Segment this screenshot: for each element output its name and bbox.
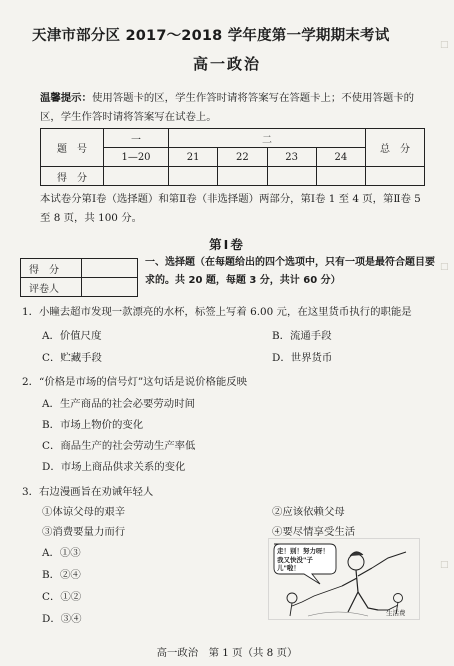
question-3-item-4: ④要尽情享受生活: [272, 526, 356, 538]
grader-name-label: 评卷人: [21, 278, 82, 297]
question-2-stem: 2．“价格是市场的信号灯”这句话是说价格能反映: [22, 376, 248, 388]
question-1-stem: 1．小瞳去超市发现一款漂亮的水杯，标签上写着 6.00 元，在这里货币执行的职能是: [22, 306, 412, 318]
question-1-option-a[interactable]: A．价值尺度: [42, 330, 102, 342]
notice-text: 使用答题卡的区，学生作答时请将答案写在答题卡上；不使用答题卡的区，学生作答时请将答案写在试卷上。: [40, 92, 415, 123]
score-table-col-24: 24: [316, 148, 365, 167]
score-table-col-23: 23: [267, 148, 316, 167]
question-3-option-d[interactable]: D．③④: [42, 613, 82, 625]
score-cell[interactable]: [169, 167, 218, 186]
section-instructions: 一、选择题（在每题给出的四个选项中，只有一项是最符合题目要求的。共 20 题，每题 3 分，共计 60 分）: [145, 257, 435, 286]
question-3-item-3: ③消费要量力而行: [42, 526, 126, 538]
question-3-option-a[interactable]: A．①③: [42, 547, 81, 559]
score-table-header-question: 题 号: [41, 129, 104, 167]
score-cell[interactable]: [104, 167, 169, 186]
question-3-option-b[interactable]: B．②④: [42, 569, 81, 581]
exam-subject: 高一政治: [192, 55, 261, 73]
question-1-option-b[interactable]: B．流通手段: [272, 330, 332, 342]
question-2-option-a[interactable]: A．生产商品的社会必要劳动时间: [42, 398, 195, 410]
score-table: [40, 128, 425, 186]
cartoon-speech-text: 走！别！努力呀！我又快没"子儿"啦！: [277, 547, 329, 572]
score-cell[interactable]: [218, 167, 267, 186]
exam-title: 天津市部分区 2017～2018 学年度第一学期期末考试: [32, 28, 390, 44]
cartoon-illustration: [268, 538, 420, 620]
cartoon-caption: 生活费: [386, 609, 406, 617]
page-footer: 高一政治 第 1 页（共 8 页）: [156, 647, 298, 659]
score-table-col-21: 21: [169, 148, 218, 167]
grader-score-label: 得 分: [21, 259, 82, 278]
score-table-score-label: 得 分: [41, 167, 104, 186]
question-2-option-c[interactable]: C．商品生产的社会劳动生产率低: [42, 440, 196, 452]
grader-box: [20, 258, 138, 297]
question-2-option-d[interactable]: D．市场上商品供求关系的变化: [42, 461, 186, 473]
notice-label: 温馨提示：: [40, 92, 92, 104]
question-3-stem: 3．右边漫画旨在劝诫年轻人: [22, 486, 154, 498]
grader-name-cell[interactable]: [82, 278, 138, 297]
question-3-option-c[interactable]: C．①②: [42, 591, 82, 603]
bleed-through-mark: □: [440, 560, 449, 570]
score-cell[interactable]: [316, 167, 365, 186]
bleed-through-mark: □: [440, 40, 449, 50]
question-1-option-d[interactable]: D．世界货币: [272, 352, 333, 364]
part1-title: 第Ⅰ卷: [209, 237, 245, 252]
score-table-part1: 一: [104, 129, 169, 148]
notice-paragraph: [40, 89, 420, 127]
score-cell[interactable]: [366, 167, 425, 186]
score-table-col-22: 22: [218, 148, 267, 167]
score-table-col-1-20: 1—20: [104, 148, 169, 167]
score-table-part2: 二: [169, 129, 366, 148]
question-2-option-b[interactable]: B．市场上物价的变化: [42, 419, 144, 431]
question-3-item-1: ①体谅父母的艰辛: [42, 506, 126, 518]
score-cell[interactable]: [267, 167, 316, 186]
question-1-option-c[interactable]: C．贮藏手段: [42, 352, 102, 364]
question-3-item-2: ②应该依赖父母: [272, 506, 345, 518]
score-table-total: 总 分: [366, 129, 425, 167]
grader-score-cell[interactable]: [82, 259, 138, 278]
bleed-through-mark: □: [440, 262, 449, 272]
exam-intro: 本试卷分第Ⅰ卷（选择题）和第Ⅱ卷（非选择题）两部分，第Ⅰ卷 1 至 4 页，第Ⅱ卷 5 至 8 页，共 100 分。: [40, 193, 421, 224]
